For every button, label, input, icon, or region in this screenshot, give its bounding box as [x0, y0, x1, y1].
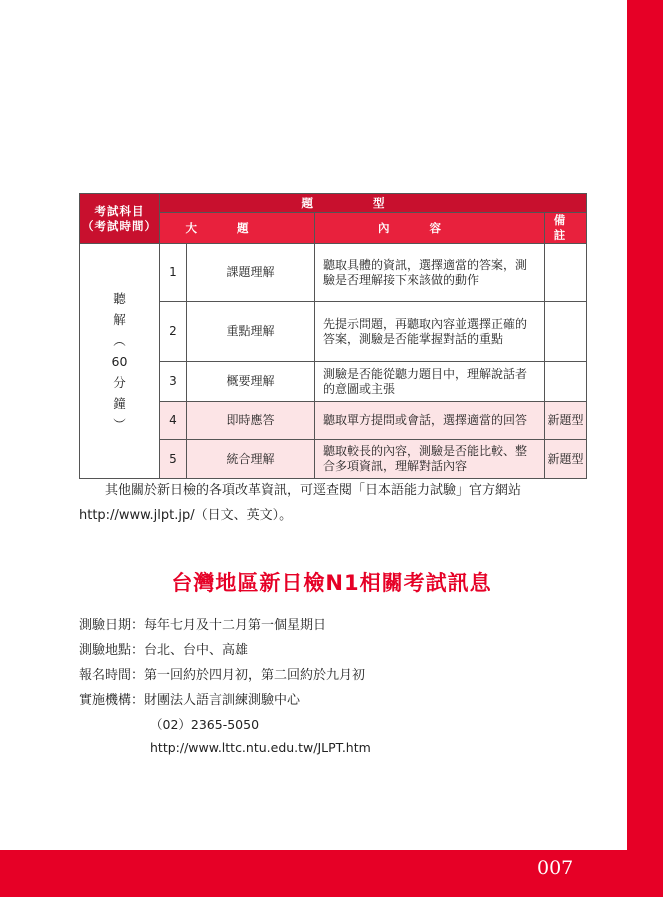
info-place [79, 641, 599, 661]
row-number: 5 [160, 440, 187, 479]
row-note: 新題型 [545, 440, 587, 479]
info-date-value: 每年七月及十二月第一個星期日 [144, 618, 327, 633]
header-task: 大題 [160, 213, 315, 244]
info-register-value: 第一回約於四月初，第二回約於九月初 [144, 668, 366, 683]
row-task: 課題理解 [187, 244, 315, 302]
row-note: 新題型 [545, 402, 587, 440]
header-type: 題型 [160, 194, 587, 213]
row-number: 3 [160, 362, 187, 402]
reform-info-paragraph: 其他關於新日檢的各項改革資訊，可逕查閱「日本語能力試驗」官方網站http://www.jlpt.jp/（日文、英文）。 [79, 483, 522, 523]
row-task: 即時應答 [187, 402, 315, 440]
row-task: 重點理解 [187, 302, 315, 362]
row-content: 測驗是否能從聽力題目中，理解說話者的意圖或主張 [315, 362, 545, 402]
info-date [79, 616, 599, 636]
right-red-border [627, 0, 663, 897]
row-task: 統合理解 [187, 440, 315, 479]
info-register [79, 666, 599, 686]
row-number: 1 [160, 244, 187, 302]
row-content: 聽取較長的內容，測驗是否能比較、整合多項資訊，理解對話內容 [315, 440, 545, 479]
row-number: 4 [160, 402, 187, 440]
info-date-label: 測驗日期： [79, 618, 145, 633]
info-register-label: 報名時間： [79, 668, 145, 683]
subject-cell: 聽 解 ︵ 60 分 鐘 ︶ [80, 244, 160, 479]
row-content: 先提示問題，再聽取內容並選擇正確的答案，測驗是否能掌握對話的重點 [315, 302, 545, 362]
header-subject: 考試科目 （考試時間） [80, 194, 160, 244]
info-org-label: 實施機構： [79, 693, 145, 708]
info-url[interactable]: http://www.lttc.ntu.edu.tw/JLPT.htm [150, 740, 371, 755]
info-org [79, 691, 599, 711]
info-place-value: 台北、台中、高雄 [144, 643, 249, 658]
row-content: 聽取單方提問或會話，選擇適當的回答 [315, 402, 545, 440]
exam-structure-table [79, 193, 587, 479]
row-task: 概要理解 [187, 362, 315, 402]
row-note [545, 244, 587, 302]
info-phone: （02）2365-5050 [150, 717, 260, 732]
row-content: 聽取具體的資訊，選擇適當的答案，測驗是否理解接下來該做的動作 [315, 244, 545, 302]
section-title: 台灣地區新日檢N1相關考試訊息 [171, 571, 492, 595]
info-place-label: 測驗地點： [79, 643, 145, 658]
table-row [80, 244, 587, 302]
header-content: 內容 [315, 213, 545, 244]
info-org-value: 財團法人語言訓練測驗中心 [144, 693, 301, 708]
row-note [545, 302, 587, 362]
row-note [545, 362, 587, 402]
header-note: 備註 [545, 213, 587, 244]
row-number: 2 [160, 302, 187, 362]
page-number: 007 [537, 857, 574, 879]
